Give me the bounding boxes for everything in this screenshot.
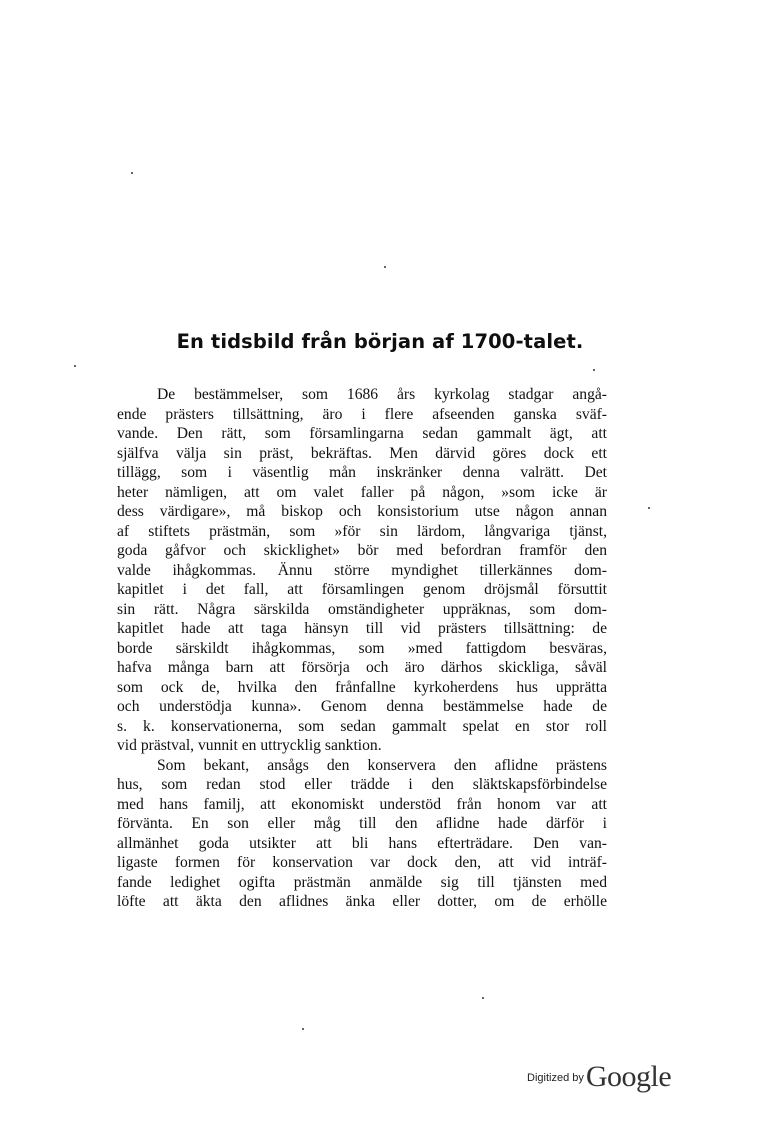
text-line: goda gåfvor och skicklighet» bör med befordran framför den	[117, 542, 607, 559]
scan-speck	[302, 1028, 304, 1030]
text-line: af stiftets prästmän, som »för sin lärdom, långvariga tjänst,	[117, 522, 607, 540]
text-line: s. k. konservationerna, som sedan gammalt spelat en stor roll	[117, 717, 607, 735]
text-line: De bestämmelser, som 1686 års kyrkolag stadgar angå-	[157, 386, 607, 403]
text-line: som ock de, hvilka den frånfallne kyrkoherdens hus upprätta	[117, 678, 607, 696]
text-line: löfte att äkta den aflidnes änka eller dotter, om de erhölle	[117, 893, 607, 910]
scan-speck	[648, 507, 650, 509]
text-line: kapitlet hade att taga hänsyn till vid prästers tillsättning: de	[117, 620, 607, 637]
text-line: heter nämligen, att om valet faller på någon, »som icke är	[117, 483, 607, 501]
text-line: själfva välja sin präst, bekräftas. Men därvid göres dock ett	[117, 444, 607, 462]
text-line: fande ledighet ogifta prästmän anmälde sig till tjänsten med	[117, 873, 607, 891]
text-line: vid prästval, vunnit en uttrycklig sanktion.	[117, 737, 382, 754]
text-line: allmänhet goda utsikter att bli hans efterträdare. Den van-	[117, 834, 607, 852]
body-text	[117, 385, 607, 912]
text-line: Som bekant, ansågs den konservera den aflidne prästens	[157, 756, 607, 774]
text-line: och understödja kunna». Genom denna bestämmelse hade de	[117, 698, 607, 715]
text-line: med hans familj, att ekonomiskt understöd från honom var att	[117, 795, 607, 813]
text-line: hus, som redan stod eller trädde i den släktskapsförbindelse	[117, 776, 607, 793]
scan-speck	[384, 266, 386, 268]
text-line: tillägg, som i väsentlig mån inskränker denna valrätt. Det	[117, 464, 607, 481]
scan-speck	[482, 997, 484, 999]
scan-speck	[593, 369, 595, 371]
text-line: sin rätt. Några särskilda omständigheter uppräknas, som dom-	[117, 600, 607, 618]
watermark-prefix: Digitized by	[527, 1072, 584, 1084]
page-title: En tidsbild från början af 1700-talet.	[176, 330, 584, 353]
text-line: vande. Den rätt, som församlingarna sedan gammalt ägt, att	[117, 425, 607, 442]
google-logo: Google	[585, 1060, 672, 1093]
text-line: hafva många barn att försörja och äro därhos skickliga, såväl	[117, 659, 607, 676]
digitized-by-google-watermark	[527, 1052, 687, 1092]
text-line: kapitlet i det fall, att församlingen genom dröjsmål försuttit	[117, 581, 607, 598]
text-line: valde ihågkommas. Ännu större myndighet tillerkännes dom-	[117, 561, 607, 579]
scan-speck	[74, 365, 76, 367]
text-line: förvänta. En son eller måg till den aflidne hade därför i	[117, 815, 607, 832]
text-line: dess värdigare», må biskop och konsistorium utse någon annan	[117, 503, 607, 520]
text-line: ende prästers tillsättning, äro i flere afseenden ganska sväf-	[117, 405, 607, 423]
scan-speck	[131, 172, 133, 174]
text-line: ligaste formen för konservation var dock den, att vid inträf-	[117, 854, 607, 871]
text-line: borde särskildt ihågkommas, som »med fattigdom besväras,	[117, 639, 607, 657]
